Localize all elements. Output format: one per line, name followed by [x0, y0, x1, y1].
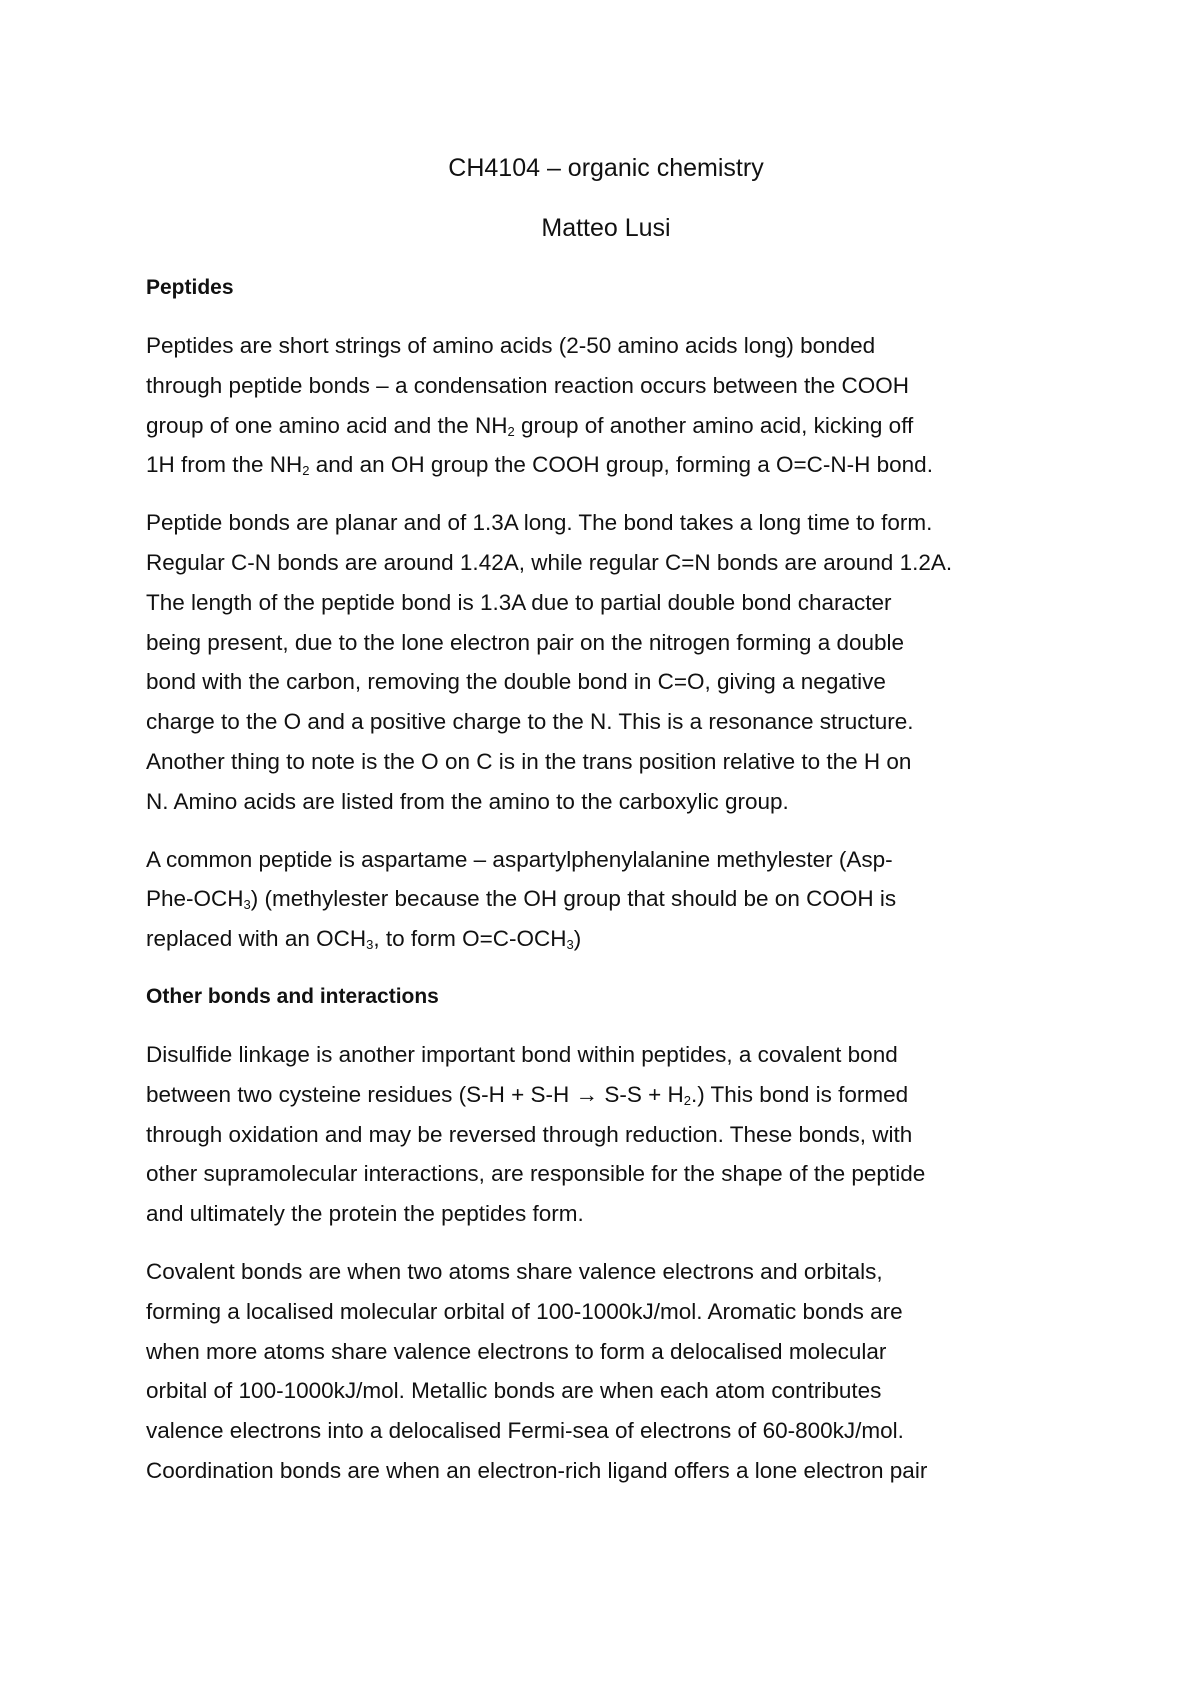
text-line: Peptide bonds are planar and of 1.3A long. The bond takes a long time to form. [146, 510, 933, 536]
text-line: A common peptide is aspartame – aspartylphenylalanine methylester (Asp- [146, 846, 893, 872]
text-line: other supramolecular interactions, are responsible for the shape of the peptide [146, 1161, 926, 1187]
text-line: Disulfide linkage is another important bond within peptides, a covalent bond [146, 1041, 898, 1067]
text-line: through peptide bonds – a condensation reaction occurs between the COOH [146, 372, 909, 398]
text-line: Coordination bonds are when an electron-rich ligand offers a lone electron pair [146, 1457, 928, 1483]
arrow-right-icon: → [575, 1081, 599, 1107]
text-line: Regular C-N bonds are around 1.42A, while regular C=N bonds are around 1.2A. [146, 549, 953, 575]
paragraph-covalent-bonds [146, 1252, 1066, 1491]
text-line: between two cysteine residues $(S-H + S-H \to S-S + H_2.)$ This bond is formed [146, 1081, 909, 1108]
course-title: CH4104 – organic chemistry [448, 154, 764, 182]
paragraph-peptide-bonds [146, 503, 1066, 821]
paragraph-disulfide [146, 1035, 1066, 1234]
text-line: Phe-$OCH_3$) (methylester because the OH group that should be on COOH is [146, 886, 897, 913]
text-line: Another thing to note is the O on C is in the trans position relative to the H on [146, 748, 912, 774]
section-heading-peptides: Peptides [146, 276, 234, 299]
text-line: replaced with an $OCH_3$, to form $O=C-OCH_3$) [146, 926, 582, 953]
text-line: Covalent bonds are when two atoms share valence electrons and orbitals, [146, 1258, 883, 1284]
text-line: orbital of 100-1000kJ/mol. Metallic bonds are when each atom contributes [146, 1378, 882, 1404]
text-line: Peptides are short strings of amino acids (2-50 amino acids long) bonded [146, 333, 876, 358]
text-line: N. Amino acids are listed from the amino to the carboxylic group. [146, 788, 789, 814]
text-line: 1H from the $NH_2$ and an OH group the COOH group, forming a O=C-N-H bond. [146, 452, 933, 479]
paragraph-peptides-definition [146, 326, 1066, 485]
text-line: and ultimately the protein the peptides form. [146, 1201, 584, 1227]
section-heading-other-bonds: Other bonds and interactions [146, 984, 439, 1008]
text-line: The length of the peptide bond is 1.3A due to partial double bond character [146, 589, 892, 615]
text-line: through oxidation and may be reversed through reduction. These bonds, with [146, 1121, 913, 1147]
text-line: valence electrons into a delocalised Fermi-sea of electrons of 60-800kJ/mol. [146, 1418, 904, 1444]
text-line: being present, due to the lone electron pair on the nitrogen forming a double [146, 629, 905, 655]
text-line: bond with the carbon, removing the double bond in C=O, giving a negative [146, 669, 886, 695]
document-content [146, 148, 1066, 1509]
text-line: group of one amino acid and the $NH_2$ group of another amino acid, kicking off [146, 412, 914, 439]
author-name: Matteo Lusi [541, 214, 671, 242]
text-line: when more atoms share valence electrons to form a delocalised molecular [146, 1338, 887, 1364]
text-line: charge to the O and a positive charge to the N. This is a resonance structure. [146, 709, 914, 735]
text-line: forming a localised molecular orbital of 100-1000kJ/mol. Aromatic bonds are [146, 1298, 903, 1324]
paragraph-aspartame [146, 840, 1066, 959]
